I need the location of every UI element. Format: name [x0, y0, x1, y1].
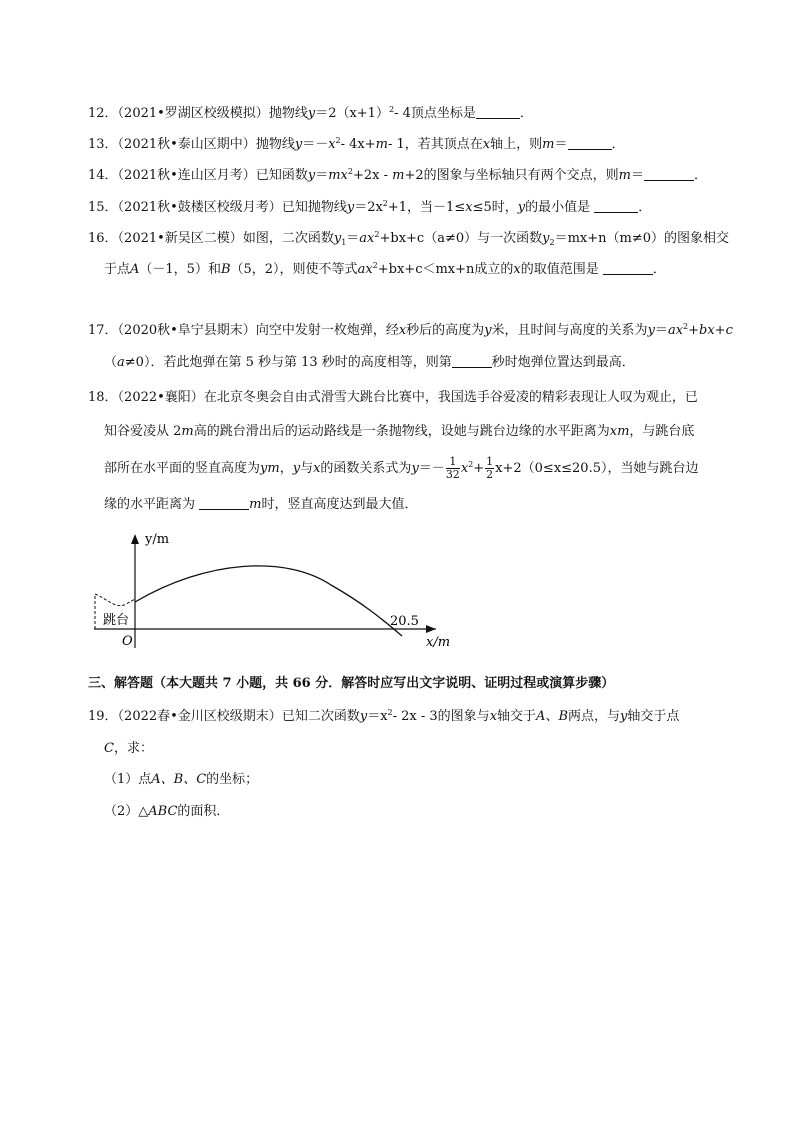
q13-text-b: 轴上，则 — [490, 137, 543, 152]
x-axis-arrow — [426, 625, 436, 633]
q18-answer-blank[interactable] — [199, 497, 249, 510]
question-19-line-1 — [88, 710, 679, 723]
question-13 — [88, 137, 625, 151]
q13-eq3: - 1，若其顶点在 — [388, 137, 483, 152]
q14-text: 已知函数 — [255, 168, 308, 183]
q18-line3c: 与 — [300, 461, 314, 477]
q16-sub1: 1 — [341, 238, 347, 247]
q13-var-m2: m — [542, 137, 555, 152]
q18-number: 18． — [88, 390, 118, 405]
q19-text: 已知二次函数 — [281, 709, 360, 724]
q13-eq2: - 4x+ — [340, 137, 376, 152]
q19-var-y2: y — [620, 709, 628, 724]
q14-answer-blank[interactable] — [644, 168, 694, 181]
q12-text: 抛物线 — [268, 106, 308, 121]
q18-var-y: y — [292, 461, 301, 477]
q18-plus: + — [473, 461, 485, 477]
q18-frac1-num: 1 — [446, 456, 460, 469]
q18-var-m2: m — [249, 497, 262, 512]
question-18-line-3 — [104, 456, 699, 481]
q13-source: （2021秋•泰山区期中） — [117, 137, 256, 152]
q18-source: （2022•襄阳） — [117, 390, 204, 405]
q18-line3b: ， — [279, 461, 293, 477]
q16-point-a: A — [130, 262, 140, 277]
question-18-line-4 — [104, 497, 417, 511]
q14-number: 14． — [88, 168, 118, 183]
q18-line2b: 高的跳台滑出后的运动路线是一条抛物线，设她与跳台边缘的水平距离为 — [193, 424, 610, 439]
y-axis-arrow — [131, 534, 139, 544]
q16-text-b: 成立的 — [474, 262, 514, 277]
q13-eqsign: ＝ — [554, 137, 568, 152]
q15-var-y: y — [346, 200, 355, 215]
q18-line2a: 知谷爱凌从 2 — [104, 424, 182, 439]
q15-end: ． — [638, 200, 652, 215]
y-axis-label: y/m — [145, 532, 170, 547]
q14-source: （2021秋•连山区月考） — [117, 168, 256, 183]
q18-frac1-den: 32 — [445, 468, 460, 482]
q19-point-a: A — [536, 709, 546, 724]
q18-text: 在北京冬奥会自由式滑雪大跳台比赛中，我国选手谷爱凌的精彩表现让人叹为观止，已 — [203, 390, 698, 405]
q13-number: 13． — [88, 137, 118, 152]
q16-ineq2: +bx+c＜mx+n — [377, 262, 475, 277]
q14-eq2: +2x - — [352, 168, 393, 183]
q19-point-b: B — [558, 709, 569, 724]
q17-line2a: （ — [104, 355, 118, 370]
q19-text-d: 轴交于点 — [627, 709, 680, 724]
q18-fraction-2 — [485, 456, 494, 481]
q17-eq1: ＝ — [654, 323, 668, 338]
q19-p1b: A、B、C — [151, 772, 207, 787]
q14-exponent: 2 — [347, 167, 353, 176]
q19-var-y: y — [359, 709, 368, 724]
q14-var-m: m — [392, 168, 405, 183]
q19-p1a: （1）点 — [104, 772, 152, 787]
q16-var-y1: y — [333, 231, 342, 246]
q18-line4a: 缘的水平距离为 — [104, 497, 200, 512]
question-17-line-1 — [88, 324, 733, 337]
q12-end: ． — [519, 106, 533, 121]
q18-line3d: 的函数关系式为 — [320, 461, 412, 477]
question-14 — [88, 168, 707, 182]
q15-source: （2021秋•鼓楼区校级月考） — [117, 200, 282, 215]
q19-var-x: x — [489, 709, 498, 724]
q19-p2a: （2）△ — [104, 804, 149, 819]
q17-var-y: y — [484, 323, 492, 338]
q18-line3a: 部所在水平面的竖直高度为 — [104, 461, 261, 477]
q17-var-a: a — [117, 355, 125, 370]
q14-var-y: y — [307, 168, 316, 183]
q13-var-m: m — [375, 137, 388, 152]
q17-eq2: +bx+c — [688, 323, 733, 338]
q12-text-b: - 4顶点坐标是 — [394, 106, 476, 121]
q16-eq3: ＝mx+n（m≠0）的图象相交 — [554, 231, 729, 246]
q15-answer-blank[interactable] — [594, 200, 638, 213]
q13-exponent: 2 — [335, 136, 341, 145]
q16-eq2: +bx+c（a≠0）与一次函数 — [379, 231, 543, 246]
q13-var-x: x — [328, 137, 336, 152]
q16-eq1: ＝ — [346, 231, 360, 246]
q18-var-ym: ym — [260, 461, 280, 477]
q14-eq3: +2的图象与坐标轴只有两个交点，则 — [404, 168, 619, 183]
q18-frac2-den: 2 — [486, 468, 494, 482]
section-3-heading: 三、解答题（本大题共 7 小题，共 66 分．解答时应写出文字说明、证明过程或演算步骤） — [88, 676, 615, 691]
q17-line2c: 秒时炮弹位置达到最高． — [491, 355, 635, 370]
q16-sub2: 2 — [549, 238, 555, 247]
trajectory-curve — [135, 566, 402, 636]
q15-eq2: +1，当－1≤ — [387, 200, 466, 215]
q19-point-c: C — [104, 741, 114, 756]
q15-text: 已知抛物线 — [281, 200, 347, 215]
origin-label: O — [122, 634, 133, 649]
q16-answer-blank[interactable] — [603, 262, 653, 275]
q16-source: （2021•新吴区二模） — [117, 231, 243, 246]
q17-number: 17． — [88, 323, 118, 338]
q19-eq2: - 2x - 3的图象与 — [392, 709, 490, 724]
q18-eq: ＝－ — [418, 461, 445, 477]
q16-point-b: B — [220, 262, 231, 277]
q13-end: ． — [611, 137, 625, 152]
q15-text-b: 的最小值是 — [525, 200, 595, 215]
q14-var-m2: m — [618, 168, 631, 183]
question-19-part-1 — [104, 773, 258, 786]
question-19-line-2 — [104, 742, 153, 755]
q16-exponent: 2 — [374, 230, 380, 239]
q19-exponent: 2 — [387, 708, 393, 717]
q19-text-b: 轴交于 — [497, 709, 537, 724]
q13-text: 抛物线 — [255, 137, 295, 152]
q17-text-b: 秒后的高度为 — [406, 323, 485, 338]
platform-label: 跳台 — [103, 613, 130, 628]
q17-exponent: 2 — [683, 322, 689, 331]
q15-number: 15． — [88, 200, 118, 215]
q17-line2b: ≠0）．若此炮弹在第 5 秒与第 13 秒时的高度相等，则第 — [124, 355, 452, 370]
q12-source: （2021•罗湖区校级模拟） — [117, 106, 269, 121]
q15-eq1: ＝2x — [354, 200, 383, 215]
q16-coord-b: （5，2），则使不等式 — [230, 262, 358, 277]
question-18-line-2 — [104, 425, 694, 438]
q17-var-x: x — [398, 323, 407, 338]
question-15 — [88, 200, 651, 214]
q18-frac2-num: 1 — [486, 455, 494, 468]
q18-var-m: m — [181, 424, 194, 439]
ski-jump-graph — [86, 530, 466, 652]
q15-exponent: 2 — [382, 199, 388, 208]
q18-exponent: 2 — [468, 460, 474, 470]
q16-var-ax: ax — [359, 231, 375, 246]
x-axis-label: x/m — [426, 635, 451, 650]
q18-fraction-1 — [446, 456, 460, 481]
q18-var-y2: y — [411, 461, 419, 477]
q18-var-xm: xm — [609, 424, 630, 439]
q16-line2a: 于点 — [104, 262, 131, 277]
q18-line3e: x+2（0≤x≤20.5），当她与跳台边 — [495, 461, 699, 477]
q12-equation: ＝2（x+1） — [315, 106, 389, 121]
q17-answer-blank[interactable] — [452, 355, 492, 368]
q16-ineq: ax — [357, 262, 373, 277]
question-17-line-2 — [104, 355, 635, 369]
q13-answer-blank[interactable] — [568, 137, 612, 150]
q16-var-y2: y — [542, 231, 550, 246]
question-12 — [88, 106, 533, 120]
q17-var-ax: ax — [667, 323, 684, 338]
q16-text-c: 的取值范围是 — [520, 262, 603, 277]
q14-eqsign: ＝ — [630, 168, 644, 183]
q15-var-y2: y — [517, 200, 526, 215]
q15-var-x: x — [465, 200, 473, 215]
q17-source: （2020秋•阜宁县期末） — [117, 323, 256, 338]
q16-end: ． — [652, 262, 666, 277]
q13-var-x2: x — [482, 137, 491, 152]
q18-var-x2: x — [460, 461, 469, 477]
q16-number: 16． — [88, 231, 118, 246]
q16-exponent-2: 2 — [372, 261, 378, 270]
q13-var-y: y — [294, 137, 303, 152]
q19-sep: 、 — [545, 709, 559, 724]
q18-line4b: 时，竖直高度达到最大值． — [261, 497, 418, 512]
q18-line2c: ，与跳台底 — [629, 424, 695, 439]
q19-source: （2022春•金川区校级期末） — [117, 709, 282, 724]
q16-text: 如图，二次函数 — [242, 231, 334, 246]
q19-text-c: 两点，与 — [568, 709, 621, 724]
q13-eq1: ＝－ — [302, 137, 329, 152]
q19-line2b: ，求： — [113, 741, 153, 756]
q19-p2c: 的面积． — [177, 804, 230, 819]
q12-number: 12． — [88, 106, 118, 121]
q19-p2b: ABC — [148, 804, 178, 819]
q16-var-x: x — [513, 262, 521, 277]
question-16-line-1 — [88, 232, 729, 245]
q19-eq1: ＝x — [367, 709, 388, 724]
q12-var-y: y — [307, 106, 316, 121]
q12-exponent: 2 — [388, 105, 395, 114]
q19-p1c: 的坐标； — [206, 772, 259, 787]
question-19-part-2 — [104, 805, 229, 818]
q14-end: ． — [693, 168, 707, 183]
q14-eq1: ＝ — [315, 168, 329, 183]
q12-answer-blank[interactable] — [476, 106, 520, 119]
q17-text: 向空中发射一枚炮弹，经 — [255, 323, 399, 338]
q19-number: 19． — [88, 709, 118, 724]
q16-coord-a: （－1，5）和 — [139, 262, 221, 277]
q18-var-x: x — [313, 461, 321, 477]
question-16-line-2 — [104, 262, 666, 276]
x-end-label: 20.5 — [390, 614, 419, 629]
q14-var-mx: mx — [328, 168, 348, 183]
q15-eq3: ≤5时， — [472, 200, 518, 215]
question-18-line-1 — [88, 391, 698, 404]
q17-var-y2: y — [647, 323, 655, 338]
q17-text-c: 米，且时间与高度的关系为 — [491, 323, 648, 338]
